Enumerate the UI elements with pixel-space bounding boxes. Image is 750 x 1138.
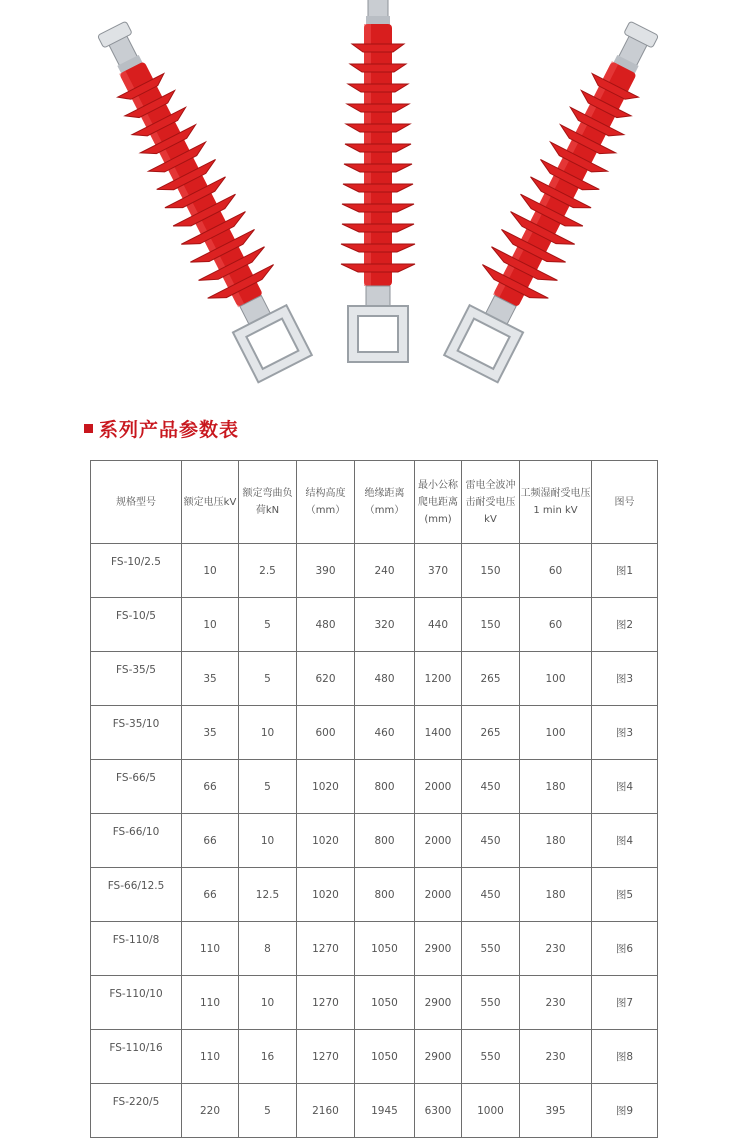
cell-figure-no: 图5 [592,868,658,922]
cell-rated-voltage: 10 [182,598,239,652]
cell-rated-voltage: 110 [182,976,239,1030]
header-structure-height: 结构高度（mm） [297,461,355,544]
cell-bending-load: 8 [239,922,297,976]
cell-figure-no: 图6 [592,922,658,976]
cell-wet-power-frequency: 230 [520,976,592,1030]
cell-structure-height: 1020 [297,868,355,922]
cell-insulation-distance: 800 [355,760,415,814]
cell-bending-load: 10 [239,706,297,760]
cell-rated-voltage: 110 [182,922,239,976]
cell-insulation-distance: 480 [355,652,415,706]
header-figure-no: 图号 [592,461,658,544]
cell-model: FS-66/5 [91,760,182,814]
cell-creepage-distance: 440 [415,598,462,652]
cell-bending-load: 16 [239,1030,297,1084]
table-row [91,1084,658,1138]
cell-lightning-impulse: 450 [462,760,520,814]
cell-lightning-impulse: 550 [462,922,520,976]
cell-insulation-distance: 1050 [355,922,415,976]
cell-model: FS-110/10 [91,976,182,1030]
cell-creepage-distance: 1200 [415,652,462,706]
cell-bending-load: 2.5 [239,544,297,598]
cell-insulation-distance: 800 [355,868,415,922]
section-title [84,413,239,443]
cell-insulation-distance: 1945 [355,1084,415,1138]
cell-model: FS-10/2.5 [91,544,182,598]
table-row [91,1030,658,1084]
insulator-right [438,12,677,386]
cell-model: FS-35/10 [91,706,182,760]
cell-insulation-distance: 240 [355,544,415,598]
cell-wet-power-frequency: 180 [520,814,592,868]
cell-wet-power-frequency: 180 [520,868,592,922]
cell-structure-height: 2160 [297,1084,355,1138]
cell-wet-power-frequency: 100 [520,706,592,760]
cell-lightning-impulse: 550 [462,1030,520,1084]
cell-creepage-distance: 1400 [415,706,462,760]
cell-creepage-distance: 2000 [415,868,462,922]
cell-structure-height: 620 [297,652,355,706]
cell-bending-load: 5 [239,760,297,814]
cell-insulation-distance: 460 [355,706,415,760]
cell-insulation-distance: 320 [355,598,415,652]
cell-model: FS-110/8 [91,922,182,976]
cell-structure-height: 1020 [297,760,355,814]
cell-bending-load: 10 [239,976,297,1030]
cell-figure-no: 图4 [592,814,658,868]
cell-bending-load: 10 [239,814,297,868]
cell-model: FS-110/16 [91,1030,182,1084]
cell-model: FS-66/12.5 [91,868,182,922]
cell-bending-load: 5 [239,652,297,706]
cell-lightning-impulse: 450 [462,814,520,868]
cell-insulation-distance: 1050 [355,976,415,1030]
table-row [91,652,658,706]
header-lightning-impulse: 雷电全波冲击耐受电压kV [462,461,520,544]
table-row [91,544,658,598]
cell-lightning-impulse: 150 [462,598,520,652]
cell-rated-voltage: 66 [182,868,239,922]
cell-structure-height: 600 [297,706,355,760]
cell-structure-height: 480 [297,598,355,652]
cell-insulation-distance: 1050 [355,1030,415,1084]
cell-figure-no: 图3 [592,652,658,706]
cell-structure-height: 1020 [297,814,355,868]
table-row [91,598,658,652]
cell-creepage-distance: 2000 [415,814,462,868]
cell-lightning-impulse: 450 [462,868,520,922]
cell-model: FS-220/5 [91,1084,182,1138]
cell-wet-power-frequency: 180 [520,760,592,814]
cell-rated-voltage: 66 [182,814,239,868]
cell-figure-no: 图2 [592,598,658,652]
cell-wet-power-frequency: 60 [520,598,592,652]
cell-wet-power-frequency: 60 [520,544,592,598]
cell-insulation-distance: 800 [355,814,415,868]
cell-figure-no: 图4 [592,760,658,814]
cell-figure-no: 图1 [592,544,658,598]
table-row [91,814,658,868]
cell-bending-load: 12.5 [239,868,297,922]
table-row [91,760,658,814]
cell-model: FS-35/5 [91,652,182,706]
cell-creepage-distance: 2900 [415,922,462,976]
cell-lightning-impulse: 550 [462,976,520,1030]
cell-structure-height: 390 [297,544,355,598]
cell-wet-power-frequency: 100 [520,652,592,706]
cell-creepage-distance: 2000 [415,760,462,814]
cell-lightning-impulse: 265 [462,706,520,760]
cell-figure-no: 图7 [592,976,658,1030]
cell-figure-no: 图9 [592,1084,658,1138]
table-row [91,868,658,922]
insulator-left [79,12,318,386]
header-rated-voltage: 额定电压kV [182,461,239,544]
cell-structure-height: 1270 [297,976,355,1030]
cell-figure-no: 图3 [592,706,658,760]
cell-lightning-impulse: 265 [462,652,520,706]
cell-figure-no: 图8 [592,1030,658,1084]
cell-lightning-impulse: 150 [462,544,520,598]
cell-structure-height: 1270 [297,922,355,976]
title-square-icon [84,424,93,433]
table-row [91,922,658,976]
cell-lightning-impulse: 1000 [462,1084,520,1138]
spec-table [90,460,658,1138]
cell-model: FS-10/5 [91,598,182,652]
cell-creepage-distance: 2900 [415,1030,462,1084]
cell-wet-power-frequency: 230 [520,1030,592,1084]
cell-structure-height: 1270 [297,1030,355,1084]
header-row [91,461,658,544]
cell-creepage-distance: 6300 [415,1084,462,1138]
insulator-center [341,0,415,362]
cell-creepage-distance: 370 [415,544,462,598]
cell-rated-voltage: 66 [182,760,239,814]
header-insulation-distance: 绝缘距离（mm） [355,461,415,544]
cell-creepage-distance: 2900 [415,976,462,1030]
cell-rated-voltage: 10 [182,544,239,598]
cell-model: FS-66/10 [91,814,182,868]
product-photo [0,0,750,400]
cell-rated-voltage: 220 [182,1084,239,1138]
header-model: 规格型号 [91,461,182,544]
cell-bending-load: 5 [239,598,297,652]
table-row [91,706,658,760]
cell-rated-voltage: 35 [182,652,239,706]
header-bending-load: 额定弯曲负荷kN [239,461,297,544]
cell-wet-power-frequency: 230 [520,922,592,976]
table-row [91,976,658,1030]
header-creepage-distance: 最小公称爬电距离(mm) [415,461,462,544]
header-wet-power-frequency: 工频湿耐受电压1 min kV [520,461,592,544]
cell-rated-voltage: 110 [182,1030,239,1084]
cell-bending-load: 5 [239,1084,297,1138]
cell-rated-voltage: 35 [182,706,239,760]
cell-wet-power-frequency: 395 [520,1084,592,1138]
section-title-text: 系列产品参数表 [99,418,240,441]
